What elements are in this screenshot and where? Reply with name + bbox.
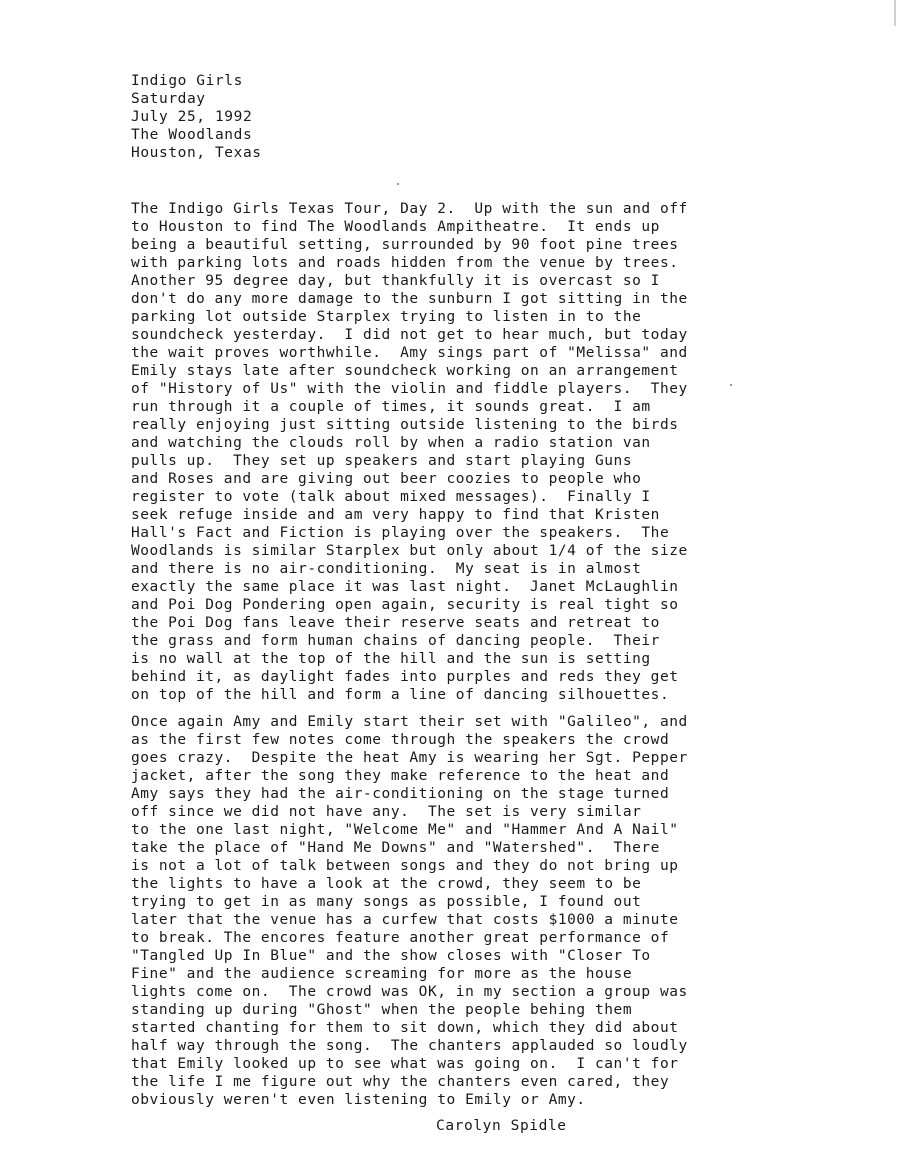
text-line: and watching the clouds roll by when a radio station van — [131, 435, 651, 451]
text-line: on top of the hill and form a line of dancing silhouettes. — [131, 687, 670, 703]
text-line: really enjoying just sitting outside listening to the birds — [131, 417, 679, 433]
text-line: Woodlands is similar Starplex but only about 1/4 of the size — [131, 543, 688, 559]
text-line: later that the venue has a curfew that costs $1000 a minute — [131, 912, 679, 928]
text-line: and Roses and are giving out beer coozies to people who — [131, 471, 642, 487]
text-line: with parking lots and roads hidden from the venue by trees. — [131, 255, 679, 271]
text-line: to break. The encores feature another great performance of — [131, 930, 670, 946]
text-line: Fine" and the audience screaming for more as the house — [131, 966, 633, 982]
text-line: register to vote (talk about mixed messages). Finally I — [131, 489, 651, 505]
text-line: is no wall at the top of the hill and the sun is setting — [131, 651, 651, 667]
scan-speck — [397, 183, 399, 185]
text-line: and there is no air-conditioning. My seat is in almost — [131, 561, 642, 577]
text-line: Once again Amy and Emily start their set with "Galileo", and — [131, 714, 688, 730]
text-line: to the one last night, "Welcome Me" and "Hammer And A Nail" — [131, 822, 679, 838]
text-line: and Poi Dog Pondering open again, security is real tight so — [131, 597, 679, 613]
text-line: of "History of Us" with the violin and fiddle players. They — [131, 381, 688, 397]
text-line: pulls up. They set up speakers and start playing Guns — [131, 453, 633, 469]
text-line: off since we did not have any. The set is very similar — [131, 804, 642, 820]
text-line: seek refuge inside and am very happy to find that Kristen — [131, 507, 660, 523]
text-line: started chanting for them to sit down, which they did about — [131, 1020, 679, 1036]
text-line: the Poi Dog fans leave their reserve seats and retreat to — [131, 615, 660, 631]
text-line: the wait proves worthwhile. Amy sings part of "Melissa" and — [131, 345, 688, 361]
text-line: as the first few notes come through the speakers the crowd — [131, 732, 670, 748]
text-line: trying to get in as many songs as possible, I found out — [131, 894, 642, 910]
text-line: don't do any more damage to the sunburn I got sitting in the — [131, 291, 688, 307]
text-line: to Houston to find The Woodlands Ampitheatre. It ends up — [131, 219, 660, 235]
text-line: the grass and form human chains of dancing people. Their — [131, 633, 660, 649]
text-line: "Tangled Up In Blue" and the show closes with "Closer To — [131, 948, 651, 964]
text-line: the lights to have a look at the crowd, they seem to be — [131, 876, 642, 892]
text-line: obviously weren't even listening to Emily or Amy. — [131, 1092, 586, 1108]
text-line: Amy says they had the air-conditioning on the stage turned — [131, 786, 670, 802]
text-line: parking lot outside Starplex trying to listen in to the — [131, 309, 642, 325]
scan-edge-mark — [894, 0, 896, 26]
text-line: Another 95 degree day, but thankfully it is overcast so I — [131, 273, 660, 289]
text-line: the life I me figure out why the chanters even cared, they — [131, 1074, 670, 1090]
header-band-name: Indigo Girls — [131, 73, 243, 89]
text-line: jacket, after the song they make reference to the heat and — [131, 768, 670, 784]
document-header — [131, 72, 262, 162]
text-line: take the place of "Hand Me Downs" and "Watershed". There — [131, 840, 660, 856]
header-city: Houston, Texas — [131, 145, 262, 161]
text-line: that Emily looked up to see what was going on. I can't for — [131, 1056, 679, 1072]
author-signature: Carolyn Spidle — [436, 1118, 567, 1134]
text-line: Emily stays late after soundcheck working on an arrangement — [131, 363, 679, 379]
header-venue: The Woodlands — [131, 127, 253, 143]
text-line: Hall's Fact and Fiction is playing over the speakers. The — [131, 525, 670, 541]
text-line: exactly the same place it was last night. Janet McLaughlin — [131, 579, 679, 595]
paragraph-2 — [131, 713, 791, 1109]
header-date: July 25, 1992 — [131, 109, 253, 125]
text-line: run through it a couple of times, it sounds great. I am — [131, 399, 651, 415]
text-line: half way through the song. The chanters applauded so loudly — [131, 1038, 688, 1054]
text-line: goes crazy. Despite the heat Amy is wearing her Sgt. Pepper — [131, 750, 688, 766]
paragraph-1 — [131, 200, 791, 704]
text-line: soundcheck yesterday. I did not get to hear much, but today — [131, 327, 688, 343]
text-line: standing up during "Ghost" when the people behing them — [131, 1002, 633, 1018]
header-day: Saturday — [131, 91, 206, 107]
text-line: is not a lot of talk between songs and they do not bring up — [131, 858, 679, 874]
text-line: behind it, as daylight fades into purples and reds they get — [131, 669, 679, 685]
text-line: lights come on. The crowd was OK, in my section a group was — [131, 984, 688, 1000]
text-line: being a beautiful setting, surrounded by 90 foot pine trees — [131, 237, 679, 253]
text-line: The Indigo Girls Texas Tour, Day 2. Up with the sun and off — [131, 201, 688, 217]
